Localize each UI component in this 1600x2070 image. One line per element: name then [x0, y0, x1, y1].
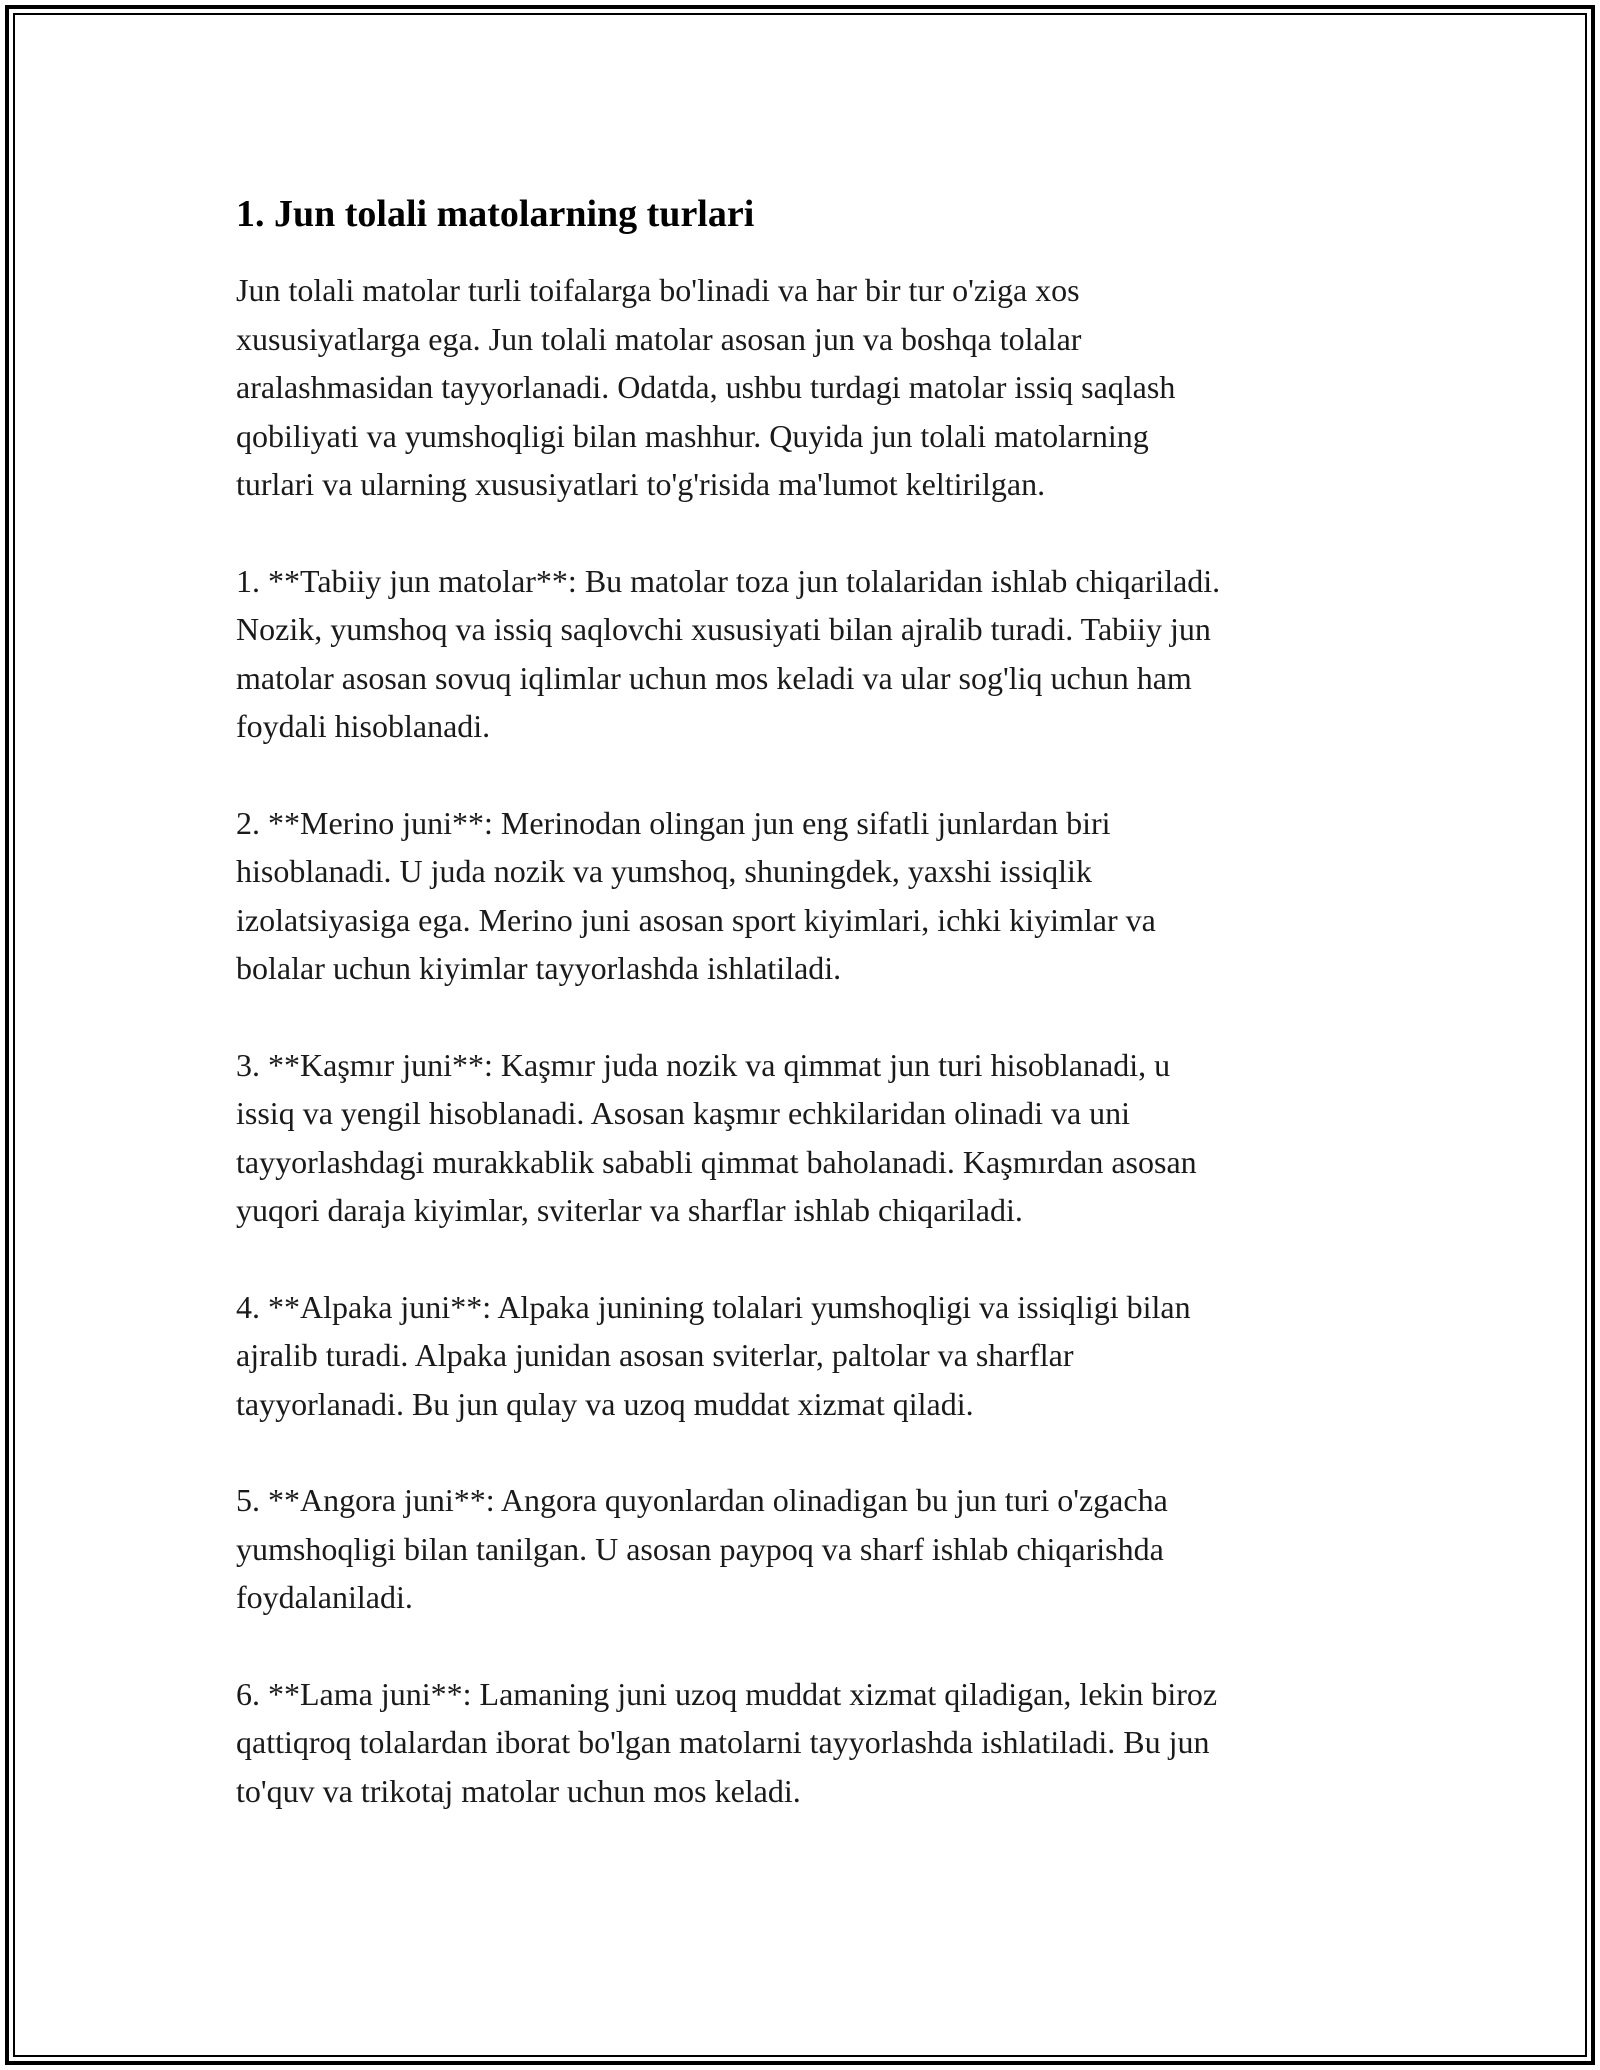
list-item-kasmir-juni: 3. **Kaşmır juni**: Kaşmır juda nozik va qimmat jun turi hisoblanadi, u issiq va yengil hisoblanadi. Asosan kaşmır echkilaridan olinadi va uni tayyorlashdagi murakkablik sababli qimmat baholanadi. Kaşmırdan asosan yuqori daraja kiyimlar, sviterlar va sharflar ishlab chiqariladi.	[236, 1046, 1197, 1228]
list-item-angora-juni: 5. **Angora juni**: Angora quyonlardan olinadigan bu jun turi o'zgacha yumshoqligi bilan tanilgan. U asosan paypoq va sharf ishlab chiqarishda foydalaniladi.	[236, 1482, 1168, 1615]
intro-paragraph: Jun tolali matolar turli toifalarga bo'linadi va har bir tur o'ziga xos xususiyatlarga ega. Jun tolali matolar asosan jun va boshqa tolalar aralashmasidan tayyorlanadi. Odatda, ushbu turdagi matolar issiq saqlash qobiliyati va yumshoqligi bilan mashhur. Quyida jun tolali matolarning turlari va ularning xususiyatlari to'g'risida ma'lumot keltirilgan.	[236, 272, 1176, 502]
list-item-alpaka-juni: 4. **Alpaka juni**: Alpaka junining tolalari yumshoqligi va issiqligi bilan ajralib turadi. Alpaka junidan asosan sviterlar, paltolar va sharflar tayyorlanadi. Bu jun qulay va uzoq muddat xizmat qiladi.	[236, 1288, 1191, 1422]
list-item-tabiiy-jun: 1. **Tabiiy jun matolar**: Bu matolar toza jun tolalaridan ishlab chiqariladi. Nozik, yumshoq va issiq saqlovchi xususiyati bilan ajralib turadi. Tabiiy jun matolar asosan sovuq iqlimlar uchun mos keladi va ular sog'liq uchun ham foydali hisoblanadi.	[236, 562, 1221, 744]
document-title: 1. Jun tolali matolarning turlari	[236, 193, 755, 235]
document-body	[236, 186, 1386, 1863]
list-item-lama-juni: 6. **Lama juni**: Lamaning juni uzoq muddat xizmat qiladigan, lekin biroz qattiqroq tolalardan iborat bo'lgan matolarni tayyorlashda ishlatiladi. Bu jun to'quv va trikotaj matolar uchun mos keladi.	[236, 1675, 1218, 1809]
list-item-merino-juni: 2. **Merino juni**: Merinodan olingan jun eng sifatli junlardan biri hisoblanadi. U juda nozik va yumshoq, shuningdek, yaxshi issiqlik izolatsiyasiga ega. Merino juni asosan sport kiyimlari, ichki kiyimlar va bolalar uchun kiyimlar tayyorlashda ishlatiladi.	[236, 804, 1156, 986]
